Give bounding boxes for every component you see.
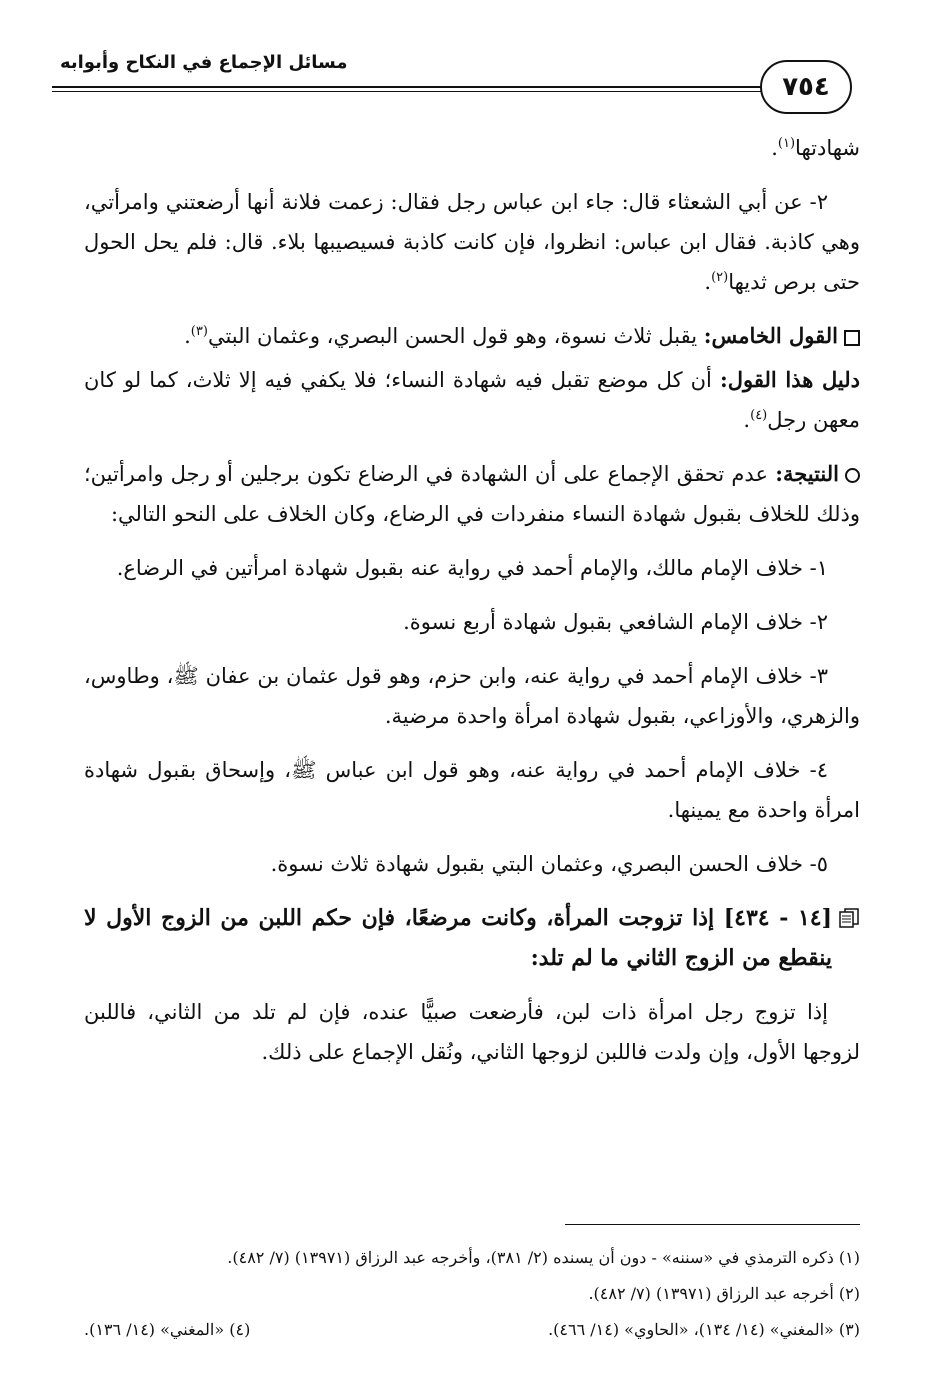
- footnote: (١) ذكره الترمذي في «سننه» - دون أن يسنده (٢/ ٣٨١)، وأخرجه عبد الرزاق (١٣٩٧١) (٧/ ٤٨٢).: [227, 1248, 860, 1267]
- issue-number: [١٤ - ٤٣٤]: [723, 905, 832, 931]
- footnote-ref: (١): [777, 136, 796, 151]
- paragraph: النتيجة: عدم تحقق الإجماع على أن الشهادة في الرضاع تكون برجلين أو رجل وامرأتين؛ وذلك للخلاف بقبول شهادة النساء منفردات في الرضاع، وكان الخلاف على النحو التالي:: [84, 461, 860, 526]
- issue-heading: [84, 898, 860, 978]
- paragraph: ٢- عن أبي الشعثاء قال: جاء ابن عباس رجل فقال: زعمت فلانة أنها أرضعتني وامرأتي، وهي كاذبة. فقال ابن عباس: انظروا، فإن كانت كاذبة فسيصيبها بلاء. قال: فلم يحل الحول حتى برص ثديها$^{(٢)}$.: [84, 190, 860, 294]
- footnote-row: [84, 1312, 860, 1348]
- footnote-rule: [565, 1224, 860, 1225]
- issue-title: إذا تزوجت المرأة، وكانت مرضعًا، فإن حكم اللبن من الزوج الأول لا ينقطع من الزوج الثاني ما لم تلد:: [84, 905, 832, 971]
- paragraph: إذا تزوج رجل امرأة ذات لبن، فأرضعت صبيًّا عنده، فإن لم تلد من الثاني، فاللبن لزوجها الأول، وإن ولدت فاللبن لزوجها الثاني، ونُقل الإجماع على ذلك.: [84, 1000, 860, 1064]
- list-item: ٤- خلاف الإمام أحمد في رواية عنه، وهو قول ابن عباس ﷺ، وإسحاق بقبول شهادة امرأة واحدة مع يمينها.: [84, 758, 860, 822]
- footnote-ref: (٢): [711, 270, 729, 285]
- list-item: ٢- خلاف الإمام الشافعي بقبول شهادة أربع نسوة.: [403, 610, 828, 634]
- list-item: ٣- خلاف الإمام أحمد في رواية عنه، وابن حزم، وهو قول عثمان بن عفان ﷺ، وطاوس، والزهري، والأوزاعي، بقبول شهادة امرأة واحدة مرضية.: [84, 664, 860, 728]
- footnote-ref: (٤): [750, 408, 768, 423]
- section-label: القول الخامس:: [703, 323, 838, 348]
- paragraph: القول الخامس: يقبل ثلاث نسوة، وهو قول الحسن البصري، وعثمان البتي$^{(٣)}$.: [84, 316, 860, 356]
- running-title: مسائل الإجماع في النكاح وأبوابه: [60, 52, 348, 73]
- footnote: (٢) أخرجه عبد الرزاق (١٣٩٧١) (٧/ ٤٨٢).: [588, 1284, 860, 1303]
- paragraph: شهادتها$^{(١)}$.: [771, 136, 860, 160]
- footnote: (٤) «المغني» (١٤/ ١٣٦).: [84, 1320, 251, 1339]
- footnotes: [84, 1240, 860, 1348]
- page-number: ٧٥٤: [760, 60, 852, 114]
- section-label: النتيجة:: [775, 461, 839, 486]
- section-label: دليل هذا القول:: [719, 367, 861, 392]
- footnote-ref: (٣): [190, 324, 208, 339]
- documents-icon: [838, 908, 860, 928]
- list-item: ٥- خلاف الحسن البصري، وعثمان البتي بقبول شهادة ثلاث نسوة.: [270, 852, 828, 876]
- list-item: ١- خلاف الإمام مالك، والإمام أحمد في رواية عنه بقبول شهادة امرأتين في الرضاع.: [116, 556, 828, 580]
- square-bullet-icon: [844, 330, 860, 346]
- main-text: [84, 128, 860, 1086]
- paragraph: دليل هذا القول: أن كل موضع تقبل فيه شهادة النساء؛ فلا يكفي فيه إلا ثلاث، كما لو كان معهن رجل$^{(٤)}$.: [84, 367, 861, 432]
- circle-bullet-icon: [845, 468, 860, 483]
- footnote: (٣) «المغني» (١٤/ ١٣٤)، «الحاوي» (١٤/ ٤٦٦).: [548, 1320, 860, 1339]
- header-rule: [52, 86, 772, 92]
